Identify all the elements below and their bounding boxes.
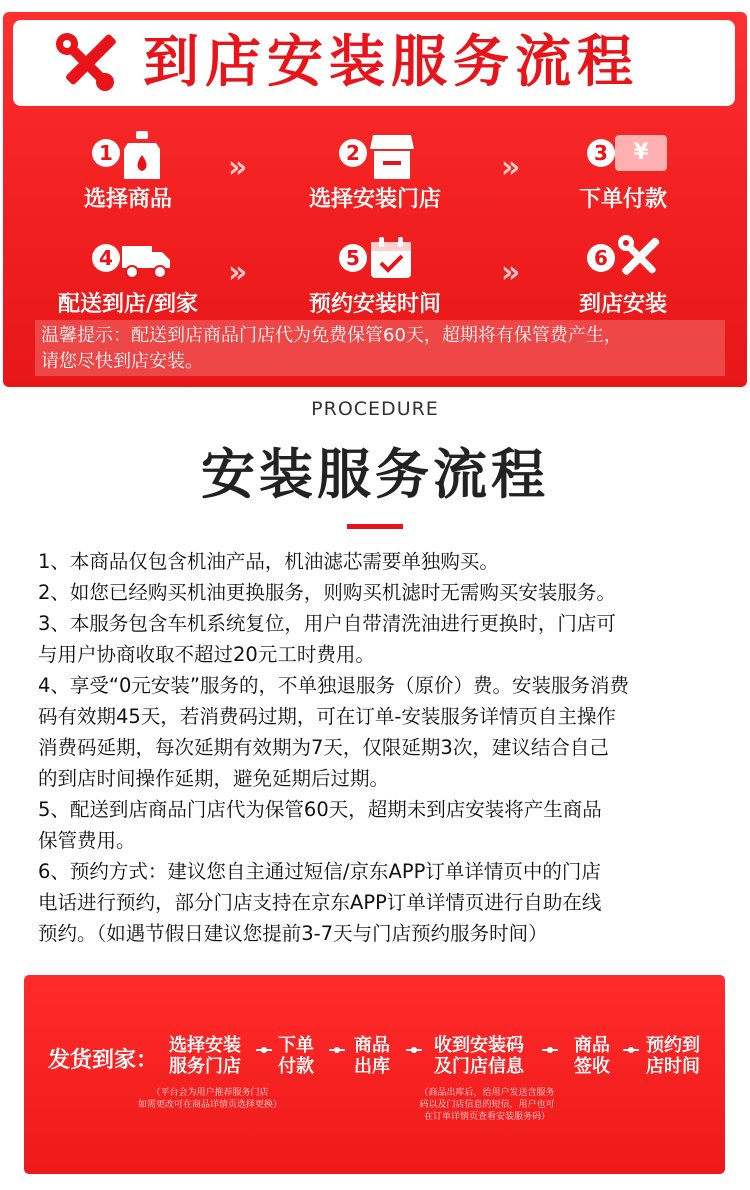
arrow-icon: » [228, 255, 238, 290]
note-line: 3、本服务包含车机系统复位，用户自带清洗油进行更换时，门店可 [38, 612, 616, 635]
flow-connector [329, 1049, 345, 1051]
notes-list [38, 546, 718, 949]
step-label: 到店安装 [578, 292, 667, 317]
flow-step-line: 预约到 [646, 1035, 700, 1056]
flow-step-line: 下单 [278, 1035, 314, 1056]
flow-step [354, 1035, 390, 1077]
flow-step-line: 出库 [354, 1056, 390, 1077]
step-delivery [18, 234, 238, 320]
flow-step [169, 1035, 241, 1077]
step-label: 下单付款 [578, 187, 667, 212]
step-select-store [265, 129, 485, 215]
flow-note-line: 如需更改可在商品详情页选择更换） [137, 1100, 282, 1110]
arrow-icon: » [228, 150, 238, 185]
flow-note-line: 码以及门店信息的短信，用户也可 [419, 1100, 555, 1110]
arrow-icon: » [501, 150, 511, 185]
step-appointment [265, 234, 485, 320]
note-line: 电话进行预约，部分门店支持在京东APP订单详情页进行自助在线 [38, 891, 602, 914]
step-label: 预约安装时间 [308, 292, 441, 317]
tools-icon [617, 234, 663, 280]
flow-step-line: 付款 [278, 1056, 314, 1077]
step-number: 5 [339, 244, 367, 272]
flow-step [434, 1035, 524, 1077]
flow-step-line: 选择安装 [169, 1035, 241, 1056]
tip-line: 请您尽快到店安装。 [41, 351, 203, 372]
note-line: 与用户协商收取不超过20元工时费用。 [38, 643, 375, 666]
flow-step-line: 签收 [574, 1056, 610, 1077]
flow-connector [406, 1049, 422, 1051]
wrench-screwdriver-icon [53, 32, 119, 94]
title-bar [13, 20, 735, 106]
payment-card-icon: ¥ [615, 135, 667, 171]
title-underline [347, 524, 403, 529]
flow-step-line: 店时间 [646, 1056, 700, 1077]
calendar-check-icon [369, 236, 413, 280]
note-line: 消费码延期，每次延期有效期为7天，仅限延期3次，建议结合自己 [38, 736, 609, 759]
flow-connector [623, 1049, 639, 1051]
step-payment [513, 129, 733, 215]
flow-step-line: 商品 [574, 1035, 610, 1056]
flow-connector [542, 1049, 558, 1051]
store-icon [369, 131, 415, 181]
flow-step-line: 商品 [354, 1035, 390, 1056]
procedure-title: 安装服务流程 [201, 443, 549, 506]
flow-note-line: 在订单详情页查看安装服务码） [423, 1112, 550, 1122]
flow-step-line: 收到安装码 [434, 1035, 524, 1056]
page-title: 到店安装服务流程 [143, 30, 639, 95]
delivery-truck-icon [120, 238, 172, 280]
oil-can-icon [122, 129, 164, 183]
note-line: 2、如您已经购买机油更换服务，则购买机滤时无需购买安装服务。 [38, 581, 616, 604]
step-label: 选择安装门店 [308, 187, 441, 212]
flow-step-line: 及门店信息 [434, 1056, 524, 1077]
step-number: 3 [587, 139, 615, 167]
note-line: 4、享受“0元安装”服务的，不单独退服务（原价）费。安装服务消费 [38, 674, 630, 697]
home-delivery-flow [24, 975, 725, 1174]
flow-note-code [402, 1087, 572, 1123]
note-line: 1、本商品仅包含机油产品，机油滤芯需要单独购买。 [38, 550, 499, 573]
step-label: 配送到店/到家 [57, 292, 199, 317]
flow-note-store [120, 1087, 300, 1111]
step-number: 6 [587, 244, 615, 272]
step-number: 2 [339, 139, 367, 167]
note-line: 5、配送到店商品门店代为保管60天，超期未到店安装将产生商品 [38, 798, 602, 821]
note-line: 码有效期45天，若消费码过期，可在订单-安装服务详情页自主操作 [38, 705, 616, 728]
flow-step-line: 服务门店 [169, 1056, 241, 1077]
flow-step [646, 1035, 700, 1077]
flow-heading: 发货到家： [48, 1048, 159, 1073]
install-flow-banner [3, 12, 747, 387]
step-label: 选择商品 [83, 187, 172, 212]
procedure-subtitle: PROCEDURE [311, 398, 439, 420]
flow-note-line: （商品出库后，给用户发送含服务 [419, 1088, 555, 1098]
tip-line: 温馨提示：配送到店商品门店代为免费保管60天，超期将有保管费产生， [41, 325, 622, 346]
flow-step [574, 1035, 610, 1077]
flow-step [278, 1035, 314, 1077]
step-install [513, 234, 733, 320]
arrow-icon: » [501, 255, 511, 290]
note-line: 6、预约方式：建议您自主通过短信/京东APP订单详情页中的门店 [38, 860, 601, 883]
flow-note-line: （平台会为用户推荐服务门店 [151, 1088, 269, 1098]
note-line: 预约。（如遇节假日建议您提前3-7天与门店预约服务时间） [38, 922, 548, 945]
warm-tip [35, 320, 725, 376]
note-line: 保管费用。 [38, 829, 136, 852]
note-line: 的到店时间操作延期，避免延期后过期。 [38, 767, 390, 790]
step-select-product [18, 129, 238, 215]
step-number: 1 [92, 139, 120, 167]
step-number: 4 [92, 244, 120, 272]
flow-connector [256, 1049, 272, 1051]
